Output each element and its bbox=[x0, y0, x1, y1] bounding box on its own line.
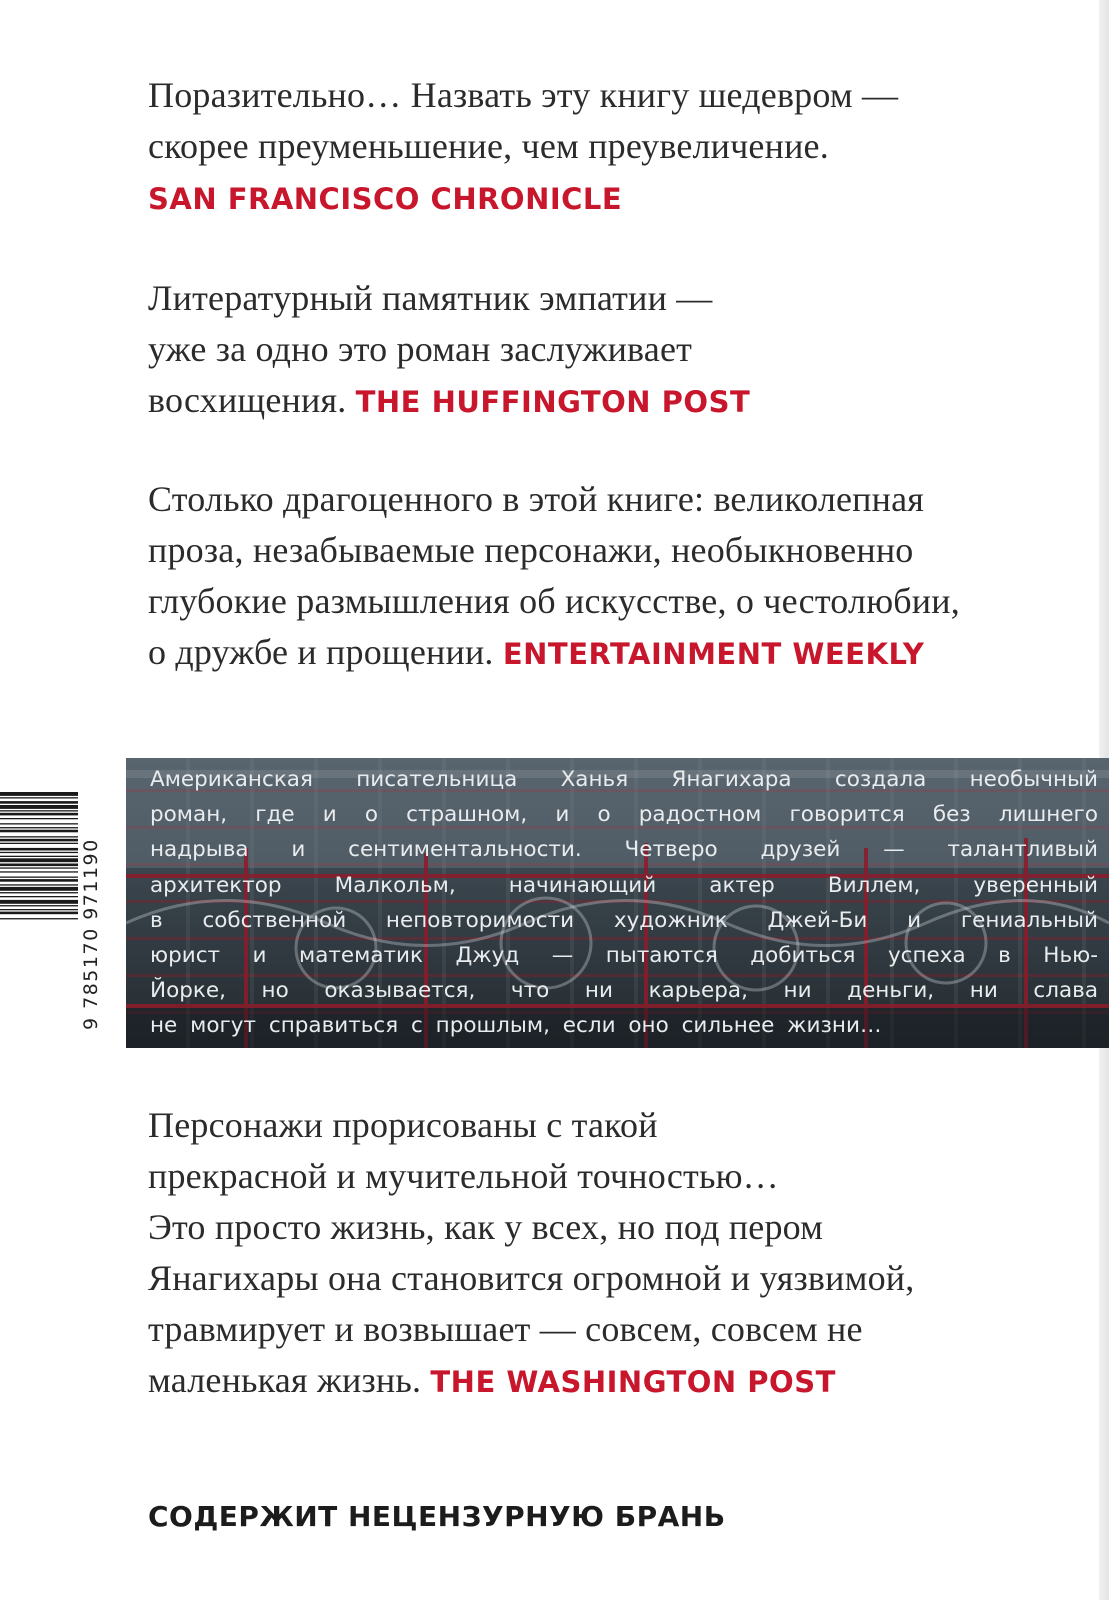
synopsis-line: архитектор Малкольм, начинающий актер Виллем, уверенный bbox=[150, 872, 1098, 898]
quote-line: Столько драгоценного в этой книге: великолепная bbox=[148, 479, 925, 519]
quote-line: прекрасной и мучительной точностью… bbox=[148, 1156, 779, 1196]
barcode-bar bbox=[0, 827, 78, 828]
barcode-bar bbox=[0, 912, 78, 915]
quote-source: THE HUFFINGTON POST bbox=[355, 385, 751, 419]
quote-source: THE WASHINGTON POST bbox=[430, 1365, 836, 1399]
synopsis-text bbox=[150, 762, 1098, 1044]
barcode-bar bbox=[0, 823, 78, 824]
barcode-bar bbox=[0, 864, 78, 867]
quote-line: Янагихары она становится огромной и уязвимой, bbox=[148, 1258, 915, 1298]
barcode-bar bbox=[0, 871, 78, 872]
barcode-bar bbox=[0, 797, 78, 798]
quote-line: травмирует и возвышает — совсем, совсем не bbox=[148, 1309, 863, 1349]
barcode-bar bbox=[0, 909, 78, 910]
barcode-bar bbox=[0, 900, 78, 904]
synopsis-line: не могут справиться с прошлым, если оно сильнее жизни… bbox=[150, 1013, 882, 1039]
barcode-digits: 9 785170 971190 bbox=[80, 838, 102, 1030]
barcode-bar bbox=[0, 892, 78, 893]
quote-line: о дружбе и прощении. bbox=[148, 632, 494, 672]
barcode-bar bbox=[0, 813, 78, 816]
review-quote-2 bbox=[148, 273, 1048, 428]
quote-line: проза, незабываемые персонажи, необыкновенно bbox=[148, 530, 914, 570]
quote-line: скорее преуменьшение, чем преувеличение. bbox=[148, 126, 829, 166]
quote-line: маленькая жизнь. bbox=[148, 1360, 422, 1400]
synopsis-line: Йорке, но оказывается, что ни карьера, ни деньги, ни слава bbox=[150, 978, 1098, 1004]
barcode-bar bbox=[0, 856, 78, 857]
barcode-bar bbox=[0, 836, 78, 837]
barcode-bar bbox=[0, 884, 78, 885]
quote-line: восхищения. bbox=[148, 380, 347, 420]
barcode-bar bbox=[0, 839, 78, 842]
barcode-bar bbox=[0, 887, 78, 891]
barcode-bar bbox=[0, 858, 78, 862]
barcode-bar bbox=[0, 818, 78, 819]
content-warning: СОДЕРЖИТ НЕЦЕНЗУРНУЮ БРАНЬ bbox=[148, 1500, 726, 1533]
barcode-bar bbox=[0, 879, 78, 882]
barcode-bar bbox=[0, 905, 78, 906]
quote-line: уже за одно это роман заслуживает bbox=[148, 329, 693, 369]
quote-line: глубокие размышления об искусстве, о честолюбии, bbox=[148, 581, 960, 621]
quote-line: Литературный памятник эмпатии — bbox=[148, 278, 713, 318]
synopsis-line: в собственной неповторимости художник Джей-Би и гениальный bbox=[150, 907, 1098, 933]
synopsis-band bbox=[126, 758, 1109, 1048]
barcode-bar bbox=[0, 830, 78, 833]
barcode-bar bbox=[0, 805, 78, 809]
synopsis-line: роман, где и о страшном, и о радостном говорится без лишнего bbox=[150, 802, 1098, 828]
barcode-bar bbox=[0, 843, 78, 844]
barcode-bar bbox=[0, 918, 78, 919]
quote-source: ENTERTAINMENT WEEKLY bbox=[502, 637, 925, 671]
synopsis-line: юрист и математик Джуд — пытаются добиться успеха в Нью- bbox=[150, 943, 1098, 969]
synopsis-line: Американская писательница Ханья Янагихара создала необычный bbox=[150, 767, 1098, 792]
barcode-bar bbox=[0, 810, 78, 811]
barcode-bar bbox=[0, 867, 78, 868]
barcode-bar bbox=[0, 792, 78, 796]
review-quote-4 bbox=[148, 1100, 1048, 1408]
quote-line: Персонажи прорисованы с такой bbox=[148, 1105, 658, 1145]
quote-source: SAN FRANCISCO CHRONICLE bbox=[148, 182, 623, 216]
quote-line: Это просто жизнь, как у всех, но под пером bbox=[148, 1207, 824, 1247]
barcode-bar bbox=[0, 877, 78, 878]
barcode-bar bbox=[0, 801, 78, 804]
review-quote-1 bbox=[148, 70, 1048, 225]
barcode-bar bbox=[0, 896, 78, 897]
barcode-bar bbox=[0, 848, 78, 851]
barcode-bar bbox=[0, 852, 78, 853]
quote-line: Поразительно… Назвать эту книгу шедевром — bbox=[148, 75, 899, 115]
synopsis-line: надрыва и сентиментальности. Четверо друзей — талантливый bbox=[150, 837, 1098, 863]
review-quote-3 bbox=[148, 474, 1048, 680]
